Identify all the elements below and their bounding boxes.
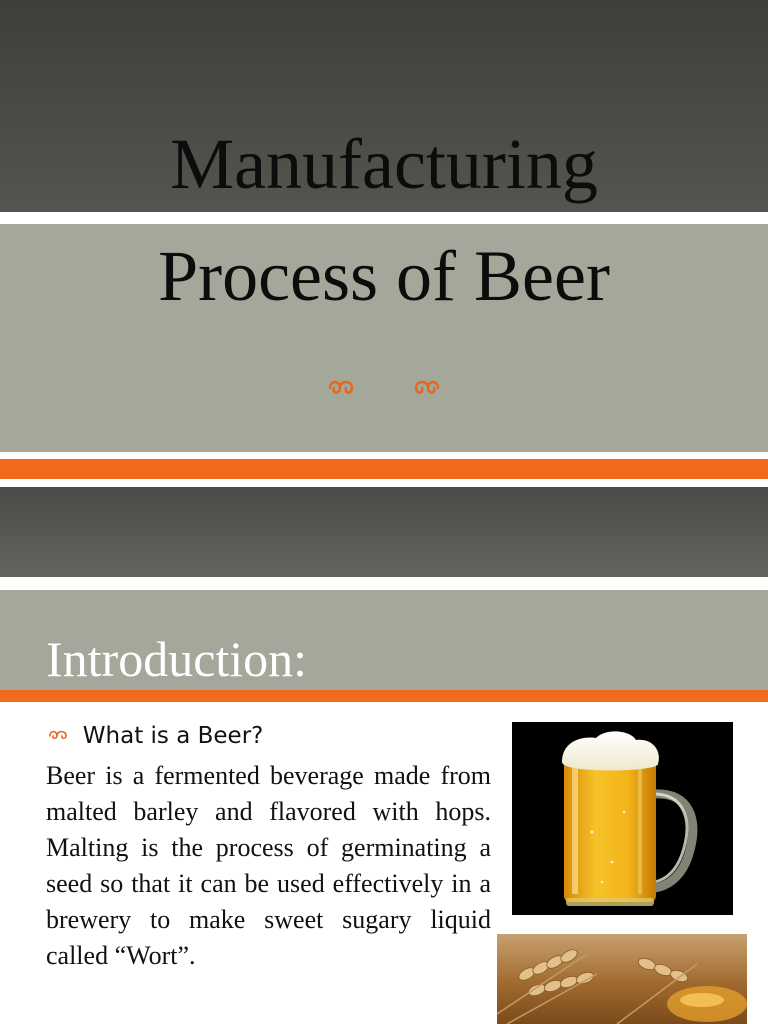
wheat-image bbox=[497, 934, 747, 1024]
ornament-right-icon bbox=[412, 366, 442, 418]
bullet-item bbox=[48, 720, 263, 754]
title-line-1: Manufacturing bbox=[170, 124, 598, 204]
orange-divider bbox=[0, 690, 768, 702]
slide-heading: Introduction: bbox=[46, 631, 308, 687]
bottom-dark-band bbox=[0, 487, 768, 577]
introduction-slide bbox=[0, 578, 768, 1024]
slide-title bbox=[0, 108, 768, 332]
ornament-left-icon bbox=[326, 366, 356, 418]
ornament-row bbox=[0, 366, 768, 406]
orange-stripe bbox=[0, 459, 768, 479]
ornament-bullet-icon bbox=[48, 726, 75, 744]
beer-mug-image bbox=[512, 722, 733, 915]
intro-paragraph: Beer is a fermented beverage made from malted barley and flavored with hops. Malting is the process of germinating a seed so that it can be used effectively in a brewery to make sweet sugary liquid called “Wort”. bbox=[46, 761, 491, 970]
title-line-2: Process of Beer bbox=[158, 236, 610, 316]
bullet-text: What is a Beer? bbox=[82, 723, 264, 749]
